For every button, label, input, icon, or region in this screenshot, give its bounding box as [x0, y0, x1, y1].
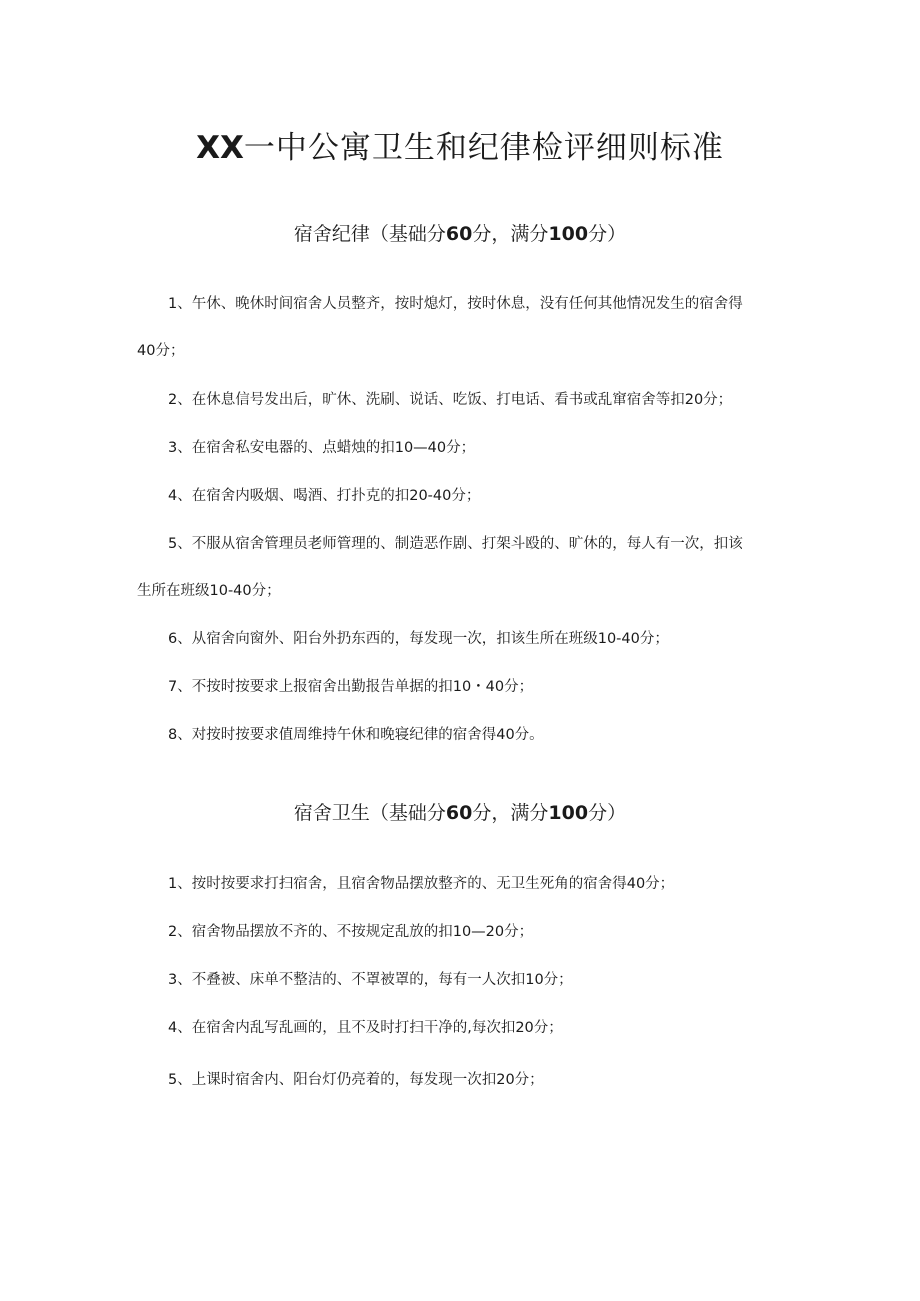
discipline-item-3: 3、在宿舍私安电器的、点蜡烛的扣10—40分；	[168, 440, 476, 456]
discipline-item-8: 8、对按时按要求值周维持午休和晚寝纪律的宿舍得40分。	[168, 727, 544, 743]
hygiene-item-4: 4、在宿舍内乱写乱画的，且不及时打扫干净的,每次扣20分；	[168, 1020, 563, 1036]
hygiene-heading: 宿舍卫生（基础分60分，满分100分）	[293, 802, 627, 824]
discipline-item-1: 1、午休、晚休时间宿舍人员整齐，按时熄灯，按时休息，没有任何其他情况发生的宿舍得	[168, 296, 743, 312]
hygiene-item-5: 5、上课时宿舍内、阳台灯仍亮着的，每发现一次扣20分；	[168, 1072, 544, 1088]
page-title	[0, 126, 920, 170]
discipline-item-6: 6、从宿舍向窗外、阳台外扔东西的，每发现一次，扣该生所在班级10-40分；	[168, 631, 669, 647]
discipline-item-4: 4、在宿舍内吸烟、喝酒、打扑克的扣20-40分；	[168, 488, 481, 504]
title-prefix: XX	[196, 130, 244, 166]
hygiene-item-3: 3、不叠被、床单不整洁的、不罩被罩的，每有一人次扣10分；	[168, 972, 573, 988]
discipline-item-5-cont: 生所在班级10-40分；	[137, 583, 281, 599]
hygiene-item-2: 2、宿舍物品摆放不齐的、不按规定乱放的扣10—20分；	[168, 924, 534, 940]
title-text: 一中公寓卫生和纪律检评细则标准	[243, 130, 724, 166]
discipline-item-7: 7、不按时按要求上报宿舍出勤报告单据的扣10・40分；	[168, 679, 534, 695]
discipline-heading: 宿舍纪律（基础分60分，满分100分）	[293, 223, 627, 245]
hygiene-item-1: 1、按时按要求打扫宿舍，且宿舍物品摆放整齐的、无卫生死角的宿舍得40分；	[168, 876, 675, 892]
discipline-item-5: 5、不服从宿舍管理员老师管理的、制造恶作剧、打架斗殴的、旷休的，每人有一次，扣该	[168, 536, 743, 552]
discipline-item-2: 2、在休息信号发出后，旷休、洗刷、说话、吃饭、打电话、看书或乱窜宿舍等扣20分；	[168, 392, 733, 408]
discipline-item-1-cont: 40分；	[137, 343, 185, 359]
